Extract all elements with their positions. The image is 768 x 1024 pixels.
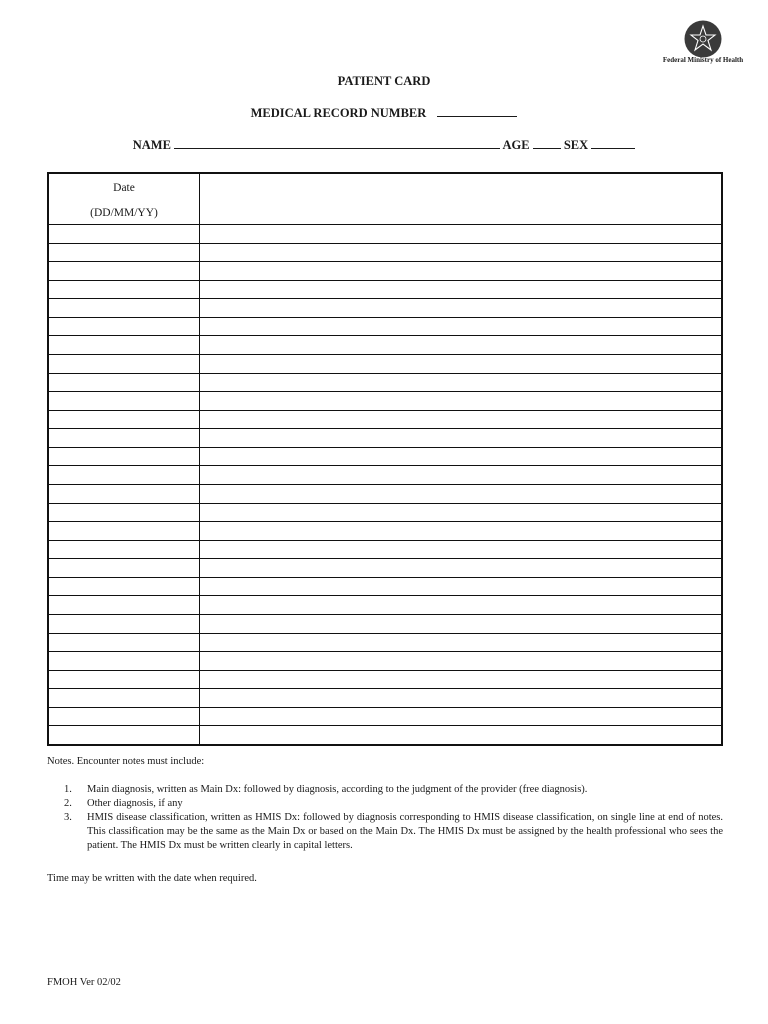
table-row-divider: [49, 725, 721, 726]
table-row-divider: [49, 261, 721, 262]
table-row-divider: [49, 503, 721, 504]
date-column-header: [49, 178, 199, 223]
list-item: 1. Main diagnosis, written as Main Dx: followed by diagnosis, according to the judgment of the provider (free diagnosis).: [64, 784, 588, 795]
mrn-field[interactable]: [437, 105, 517, 117]
list-item: 2. Other diagnosis, if any: [64, 798, 183, 809]
table-row-divider: [49, 224, 721, 225]
table-row-divider: [49, 298, 721, 299]
mrn-label: MEDICAL RECORD NUMBER: [250, 106, 427, 120]
notes-intro: Notes. Encounter notes must include:: [47, 756, 205, 767]
table-row-divider: [49, 614, 721, 615]
table-row-divider: [49, 447, 721, 448]
list-item: 3. HMIS disease classification, written as HMIS Dx: followed by diagnosis corresponding to HMIS disease classification, on single line at end of notes. This classification may be the same as the Main Dx or based on the Main Dx. The HMIS Dx must be assigned by the health professional who sees the patient. The HMIS Dx must be written clearly in capital letters.: [64, 812, 723, 851]
table-row-divider: [49, 670, 721, 671]
table-row-divider: [49, 540, 721, 541]
name-field[interactable]: [174, 137, 500, 149]
table-row-divider: [49, 633, 721, 634]
sex-label: SEX: [563, 138, 589, 152]
age-field[interactable]: [533, 137, 561, 149]
table-row-divider: [49, 577, 721, 578]
encounter-table: [47, 172, 723, 746]
version-footer: FMOH Ver 02/02: [47, 977, 121, 988]
table-row-divider: [49, 243, 721, 244]
table-row-divider: [49, 335, 721, 336]
table-row-divider: [49, 465, 721, 466]
table-row-divider: [49, 391, 721, 392]
date-header-label: Date: [113, 182, 135, 194]
ministry-name: Federal Ministry of Health: [662, 56, 744, 64]
table-row-divider: [49, 428, 721, 429]
mrn-row: [0, 105, 768, 121]
sex-field[interactable]: [591, 137, 635, 149]
date-format-label: (DD/MM/YY): [90, 207, 158, 219]
table-row-divider: [49, 688, 721, 689]
table-row-divider: [49, 410, 721, 411]
column-divider: [199, 174, 200, 744]
table-row-divider: [49, 354, 721, 355]
age-label: AGE: [502, 138, 530, 152]
patient-info-row: [0, 137, 768, 153]
table-row-divider: [49, 521, 721, 522]
table-row-divider: [49, 707, 721, 708]
page-title: PATIENT CARD: [337, 74, 431, 88]
name-label: NAME: [132, 138, 171, 152]
table-row-divider: [49, 484, 721, 485]
table-row-divider: [49, 651, 721, 652]
table-row-divider: [49, 317, 721, 318]
notes-list: [47, 783, 723, 853]
table-row-divider: [49, 280, 721, 281]
table-row-divider: [49, 373, 721, 374]
table-row-divider: [49, 558, 721, 559]
star-emblem-icon: [684, 20, 722, 58]
time-note: Time may be written with the date when required.: [47, 873, 257, 884]
notes-section: [47, 755, 723, 853]
table-row-divider: [49, 595, 721, 596]
